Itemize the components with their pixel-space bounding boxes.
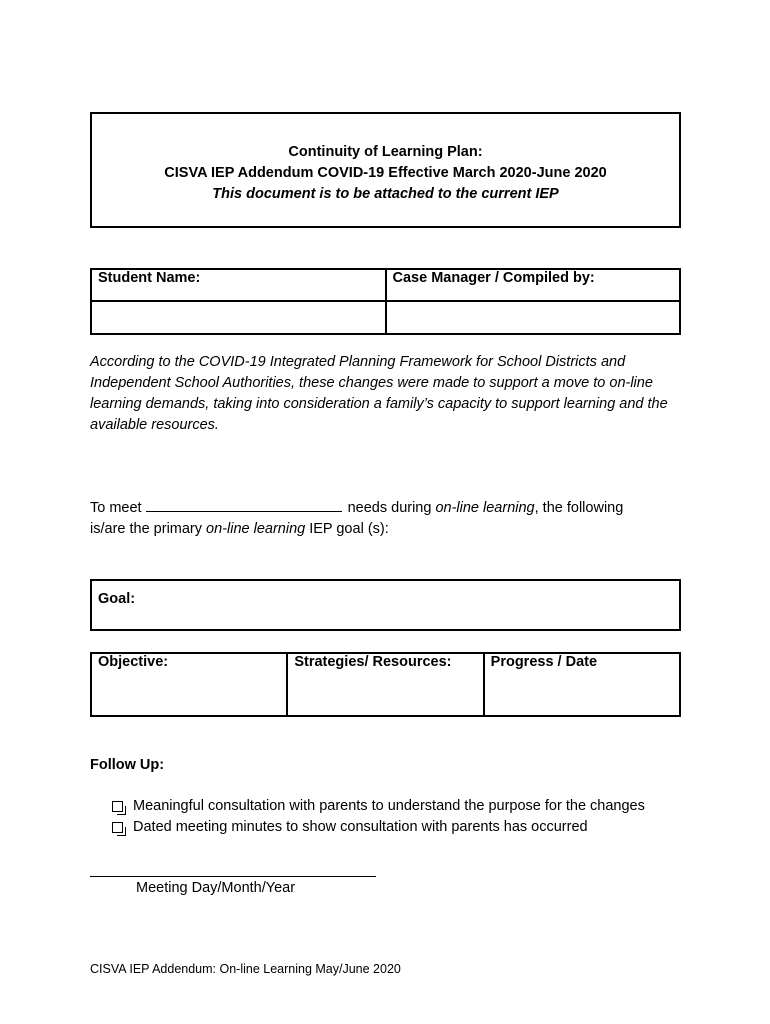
goal-statement-prefix: To meet [90, 500, 142, 516]
header-subtitle: CISVA IEP Addendum COVID-19 Effective March 2020-June 2020 [164, 165, 607, 181]
follow-up-title: Follow Up: [90, 757, 165, 773]
document-header-box [90, 112, 681, 228]
student-name-field[interactable] [91, 301, 386, 334]
follow-up-list [112, 796, 645, 838]
meeting-date-label: Meeting Day/Month/Year [136, 880, 296, 896]
page-footer: CISVA IEP Addendum: On-line Learning May/June 2020 [90, 962, 401, 976]
goal-statement-italic-1: on-line learning [435, 500, 535, 516]
meeting-date-line[interactable] [90, 876, 376, 877]
goal-statement-after: , the following [534, 500, 624, 516]
goal-statement-line2-suffix: IEP goal (s): [309, 521, 389, 537]
progress-cell[interactable]: Progress / Date [484, 653, 680, 716]
goal-statement-italic-2: on-line learning [206, 521, 306, 537]
checkbox-icon[interactable] [112, 822, 123, 833]
checkbox-icon[interactable] [112, 801, 123, 812]
goal-statement [90, 497, 690, 540]
student-info-table [90, 268, 681, 335]
student-name-label: Student Name: [91, 269, 386, 301]
goal-label: Goal: [98, 591, 136, 607]
objectives-table [90, 652, 681, 717]
list-item [112, 817, 645, 838]
header-title: Continuity of Learning Plan: [288, 144, 483, 160]
list-item [112, 796, 645, 817]
strategies-cell[interactable]: Strategies/ Resources: [287, 653, 483, 716]
header-note: This document is to be attached to the current IEP [212, 186, 559, 202]
student-blank-line[interactable] [146, 497, 342, 512]
follow-up-item-label: Meaningful consultation with parents to understand the purpose for the changes [133, 798, 645, 814]
goal-statement-line2-prefix: is/are the primary [90, 521, 203, 537]
goal-field[interactable] [90, 579, 681, 631]
intro-paragraph: According to the COVID-19 Integrated Planning Framework for School Districts and Independent School Authorities, these changes were made to support a move to on-line learning demands, taking into consideration a family’s capacity to support learning and the available resources. [90, 354, 668, 433]
goal-statement-mid: needs during [347, 500, 432, 516]
objective-cell[interactable]: Objective: [91, 653, 287, 716]
follow-up-item-label: Dated meeting minutes to show consultation with parents has occurred [133, 819, 588, 835]
case-manager-field[interactable] [386, 301, 681, 334]
case-manager-label: Case Manager / Compiled by: [386, 269, 681, 301]
